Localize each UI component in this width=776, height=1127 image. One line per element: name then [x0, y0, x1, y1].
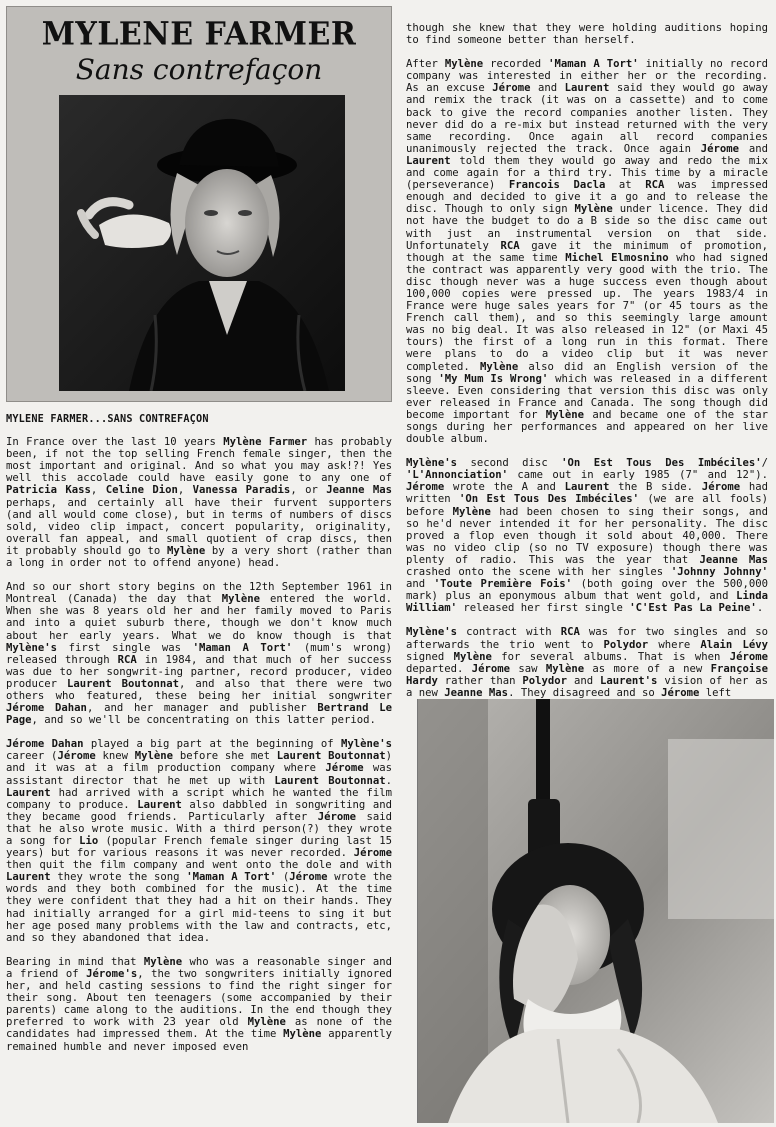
- body-text: played a big part at the beginning of: [83, 738, 341, 751]
- bold-text: Jérome: [325, 762, 364, 775]
- bold-text: RCA: [117, 653, 137, 666]
- bold-text: Laurent: [6, 871, 51, 884]
- body-text: the B side.: [609, 481, 702, 494]
- bold-text: Mylène: [545, 408, 585, 421]
- bold-text: Jérome: [701, 481, 741, 494]
- body-text: said they would go away and remix the track (it was on a cassette) and to come back to give the record companies another listen. They never did do a re-mix but instead returned with the very same recording. Once again all record companies unanimously rejected the track. Once again: [406, 82, 768, 155]
- body-text: .: [756, 602, 764, 615]
- singer-with-gun-image: [418, 699, 774, 1123]
- article-paragraph: [6, 436, 392, 569]
- cover-subtitle: Sans contrefaçon: [75, 53, 323, 86]
- body-text: recorded: [483, 58, 549, 71]
- body-text: second disc: [457, 457, 562, 470]
- body-text: was impressed enough and decided to give it a go and to release the disc. Though to only sign: [406, 179, 769, 216]
- body-text: entered the world. When she was 8 years old her and her family moved to Paris and into a quiet suburb there, though we don't know much about her early years. What we do know though is that: [6, 593, 393, 642]
- body-text: also did an English version of the song: [406, 360, 768, 385]
- article-paragraph: [6, 581, 392, 726]
- bold-text: Jérome: [700, 142, 740, 155]
- body-text: was for two singles and so afterwards the trio went to: [406, 626, 768, 651]
- body-text: told them they would go away and redo the mix and come again for a third try. This time by a miracle (perseverance): [406, 154, 768, 192]
- bold-text: Jérome: [406, 481, 445, 494]
- body-text: had arrived with a script which he wanted the film company to produce.: [6, 786, 392, 811]
- article-paragraph: [6, 738, 392, 944]
- body-text: . They disagreed and so: [508, 686, 662, 699]
- bold-text: Mylène Farmer: [223, 436, 308, 449]
- body-text: wrote the words and they both combined for the music). At the time they were confident that they had a hit on their hands. They had initially arranged for a girl mid-teens to sing it but her age posed many problems with the law and contracts, etc, and so they abandoned that idea.: [6, 871, 392, 944]
- bold-text: Polydor: [603, 638, 649, 651]
- bold-text: Michel Elmosnino: [565, 251, 669, 264]
- bold-text: Françoise Hardy: [406, 662, 769, 687]
- article-paragraph: [406, 22, 768, 46]
- body-text: (both going over the 500,000 mark) plus an eponymous album that went gold, and: [406, 578, 769, 603]
- body-text: and: [530, 82, 565, 95]
- bold-text: Mylène: [221, 593, 261, 606]
- article-caption: MYLENE FARMER...SANS CONTREFAÇON: [6, 414, 209, 425]
- bold-text: Mylène: [247, 1016, 286, 1029]
- body-text: knew: [95, 750, 135, 763]
- bold-text: Jérome: [471, 662, 511, 675]
- body-text: they wrote the song: [50, 871, 187, 884]
- body-text: initially no record company was interested in either her or the recording. As an excuse: [406, 58, 768, 95]
- bold-text: RCA: [560, 626, 580, 639]
- body-text: by a very short (rather than a long in order not to offend anyone) head.: [6, 544, 392, 570]
- bold-text: Laurent Boutonnat: [274, 774, 386, 787]
- body-text: perhaps, and certainly all have their furvent supporters (and all would come close), but in terms of numbers of discs sold, video clip impact, concert popularity, originality, overall fan appeal, and small quotient of crap discs, then it probably should go to: [6, 496, 392, 557]
- body-text: as more of a new: [584, 662, 711, 675]
- body-text: (we are all fools) before: [406, 493, 768, 518]
- bold-text: Laurent: [564, 481, 610, 494]
- performance-photo: [417, 699, 774, 1123]
- bold-text: Mylène: [545, 662, 585, 675]
- body-text: rather than: [437, 674, 523, 687]
- bold-text: Mylène: [574, 203, 613, 216]
- body-text: had written: [406, 481, 768, 506]
- bold-text: Laurent: [6, 786, 51, 799]
- body-text: vision of her as a new: [406, 674, 768, 699]
- body-text: which was released in a different sleeve. Even considering that version this disc was only ever released in France and Canada. The song though did become important for: [406, 372, 768, 421]
- body-text: in 1984, and that much of her success was due to her songwrit-ing partner, record producer, video producer: [6, 653, 392, 690]
- body-text: gave it the minimum of promotion, though at the same time: [406, 239, 768, 264]
- body-text: for several albums. That is when: [491, 650, 730, 663]
- body-text: , and also that there were two others who featured, these being her initial songwriter: [6, 677, 392, 702]
- body-text: and: [567, 674, 601, 687]
- bold-text: 'C'Est Pas La Peine': [629, 602, 757, 615]
- body-text: , the two songwriters initially ignored her, and held casting sessions to find the right singer for their song. About ten teenagers (some accompanied by their parents) came along to the auditions. In the end though they preferred to work with 23 year old: [6, 967, 392, 1029]
- bold-text: 'Johnny Johnny': [670, 566, 768, 579]
- bold-text: 'Maman A Tort': [192, 641, 293, 654]
- bold-text: Alain Lévy: [700, 638, 768, 651]
- bold-text: 'On Est Tous Des Imbéciles': [458, 493, 639, 506]
- bold-text: Laurent: [137, 798, 182, 811]
- bold-text: Mylène: [453, 650, 492, 663]
- bold-text: Jérome's: [86, 967, 138, 980]
- bold-text: Celine Dion: [105, 484, 178, 497]
- bold-text: 'Toute Première Fois': [433, 578, 573, 591]
- bold-text: Linda William': [406, 590, 768, 615]
- bold-text: RCA: [500, 239, 520, 252]
- body-text: saw: [510, 662, 546, 675]
- body-text: departed.: [406, 662, 472, 675]
- bold-text: Mylène's: [406, 626, 458, 639]
- body-text: .: [385, 774, 392, 787]
- bold-text: Lio: [79, 835, 99, 847]
- body-text: said that he also wrote music. With a third person(?) they wrote a song for: [6, 810, 393, 847]
- bold-text: Jeanne Mas: [326, 484, 393, 497]
- body-text: ,: [90, 484, 106, 497]
- body-text: ,: [177, 484, 193, 497]
- body-text: as none of the candidates had impressed them. At the time: [6, 1016, 393, 1041]
- album-cover: [6, 6, 392, 402]
- bold-text: 'Maman A Tort': [186, 871, 277, 884]
- body-text: where: [648, 638, 701, 651]
- bold-text: Jérome: [729, 650, 768, 663]
- body-text: though she knew that they were holding auditions hoping to find someone better than herself.: [406, 22, 768, 47]
- bold-text: Mylène: [452, 505, 491, 518]
- body-text: career (: [6, 750, 58, 763]
- bold-text: 'On Est Tous Des Imbéciles': [561, 457, 762, 470]
- bold-text: Laurent's: [600, 674, 658, 687]
- bold-text: Mylène: [143, 955, 183, 968]
- body-text: In France over the last 10 years: [6, 436, 224, 449]
- bold-text: Jérome: [289, 871, 328, 884]
- bold-text: Laurent Boutonnat: [67, 677, 180, 690]
- bold-text: Jérome: [57, 750, 96, 763]
- body-text: who was a reasonable singer and a friend of: [6, 955, 392, 980]
- body-text: signed: [406, 650, 454, 663]
- cover-title: MYLENE FARMER: [41, 16, 357, 53]
- body-text: /: [761, 457, 768, 470]
- bold-text: Mylène: [283, 1028, 322, 1041]
- bold-text: Vanessa Paradis: [192, 484, 291, 497]
- body-text: released her first single: [457, 602, 630, 615]
- bold-text: Mylène: [166, 544, 206, 557]
- bold-text: 'L'Annonciation': [406, 469, 509, 482]
- body-text: also dabbled in songwriting and they became good friends. Particularly after: [6, 798, 392, 823]
- bold-text: Jérome: [317, 810, 356, 823]
- bold-text: Jérome: [353, 847, 392, 860]
- body-text: had been chosen to sing their songs, and so he'd never intended it for her personality. The disc proved a flop even though it sold about 40,000. There was no video clip (so no TV exposure) though there was plenty of radio. This was the year that: [406, 505, 768, 566]
- right-article-text: [406, 22, 768, 699]
- article-paragraph: [6, 956, 392, 1053]
- body-text: came out in early 1985 (7" and 12").: [508, 469, 768, 482]
- body-text: apparently remained humble and never imposed even: [6, 1028, 392, 1053]
- body-text: before she met: [173, 750, 277, 763]
- article-paragraph: [406, 457, 768, 614]
- bold-text: Mylène's: [6, 641, 58, 654]
- body-text: under licence. They did not have the budget to do a B side so the disc came out with just an instrumental version on that side. Unfortunately: [406, 203, 769, 252]
- bold-text: Laurent: [564, 82, 610, 95]
- body-text: and became one of the star songs during her performances and appeared on her live double album.: [406, 408, 768, 446]
- body-text: and: [406, 578, 434, 591]
- bold-text: Jérome: [492, 82, 531, 95]
- bold-text: Jeanne Mas: [444, 686, 509, 699]
- left-column: [6, 6, 392, 1065]
- bold-text: Mylène's: [406, 457, 458, 470]
- bold-text: 'My Mum Is Wrong': [438, 372, 549, 385]
- bold-text: RCA: [645, 179, 665, 192]
- body-text: (popular French female singer during last 15 years) but for various reasons it was never recorded.: [6, 835, 392, 860]
- bold-text: Laurent Boutonnat: [276, 750, 386, 763]
- body-text: wrote the A and: [444, 481, 565, 494]
- body-text: And so our short story begins on the 12th September 1961 in Montreal (Canada) the day that: [6, 581, 392, 606]
- body-text: at: [605, 179, 646, 192]
- body-text: After: [406, 58, 445, 71]
- bold-text: Laurent: [406, 154, 451, 167]
- body-text: first single was: [57, 641, 193, 654]
- bold-text: Jérome: [661, 686, 700, 699]
- bold-text: Mylène: [444, 58, 484, 71]
- article-paragraph: [406, 58, 768, 445]
- article-paragraph: [406, 626, 768, 699]
- body-text: (mum's wrong) released through: [6, 641, 392, 666]
- bold-text: Jeanne Mas: [699, 553, 769, 566]
- portrait-image: [59, 95, 345, 391]
- body-text: ) and it was at a film production company where: [6, 750, 392, 775]
- body-text: Bearing in mind that: [6, 955, 144, 968]
- bold-text: 'Maman A Tort': [548, 58, 639, 71]
- cover-photo: [59, 95, 345, 391]
- body-text: has probably been, if not the top selling French female singer, then the most important and original. And so what you may ask!?! Yes well this accolade could have easily gone to any one of: [6, 436, 392, 485]
- body-text: , and her manager and publisher: [86, 702, 318, 715]
- body-text: was assistant director that he met up with: [6, 762, 393, 787]
- bold-text: Mylène: [479, 360, 519, 373]
- body-text: who had signed the contract was apparently very good with the trio. The disc though never was a huge success even though about 100,000 copies were pressed up. The years 1983/4 in France were huge sales years for 7" (or 45 tours as the French call them), and so this seemingly large amount was no big deal. It was also released in 12" (or Maxi 45 tours) the first of a long run in this format. There were plans to do a video clip but it was never completed.: [406, 251, 768, 373]
- bold-text: Bertrand Le Page: [6, 702, 392, 727]
- right-column: [406, 22, 768, 711]
- bold-text: Mylène: [134, 750, 174, 763]
- left-article-text: [6, 436, 392, 1053]
- bold-text: Mylène's: [340, 738, 392, 751]
- body-text: , and so we'll be concentrating on this latter period.: [31, 714, 376, 727]
- body-text: , or: [290, 484, 327, 497]
- body-text: then quit the film company and went onto the dole and with: [6, 859, 392, 872]
- body-text: and: [739, 142, 768, 155]
- body-text: (: [276, 871, 290, 884]
- bold-text: Francois Dacla: [508, 179, 606, 192]
- bold-text: Jérome Dahan: [6, 738, 84, 751]
- bold-text: Jérome Dahan: [6, 702, 87, 715]
- bold-text: Patricia Kass: [6, 484, 91, 497]
- body-text: left: [699, 686, 732, 699]
- body-text: crashed onto the scene with her singles: [406, 566, 671, 579]
- body-text: contract with: [457, 626, 561, 639]
- bold-text: Polydor: [522, 674, 568, 687]
